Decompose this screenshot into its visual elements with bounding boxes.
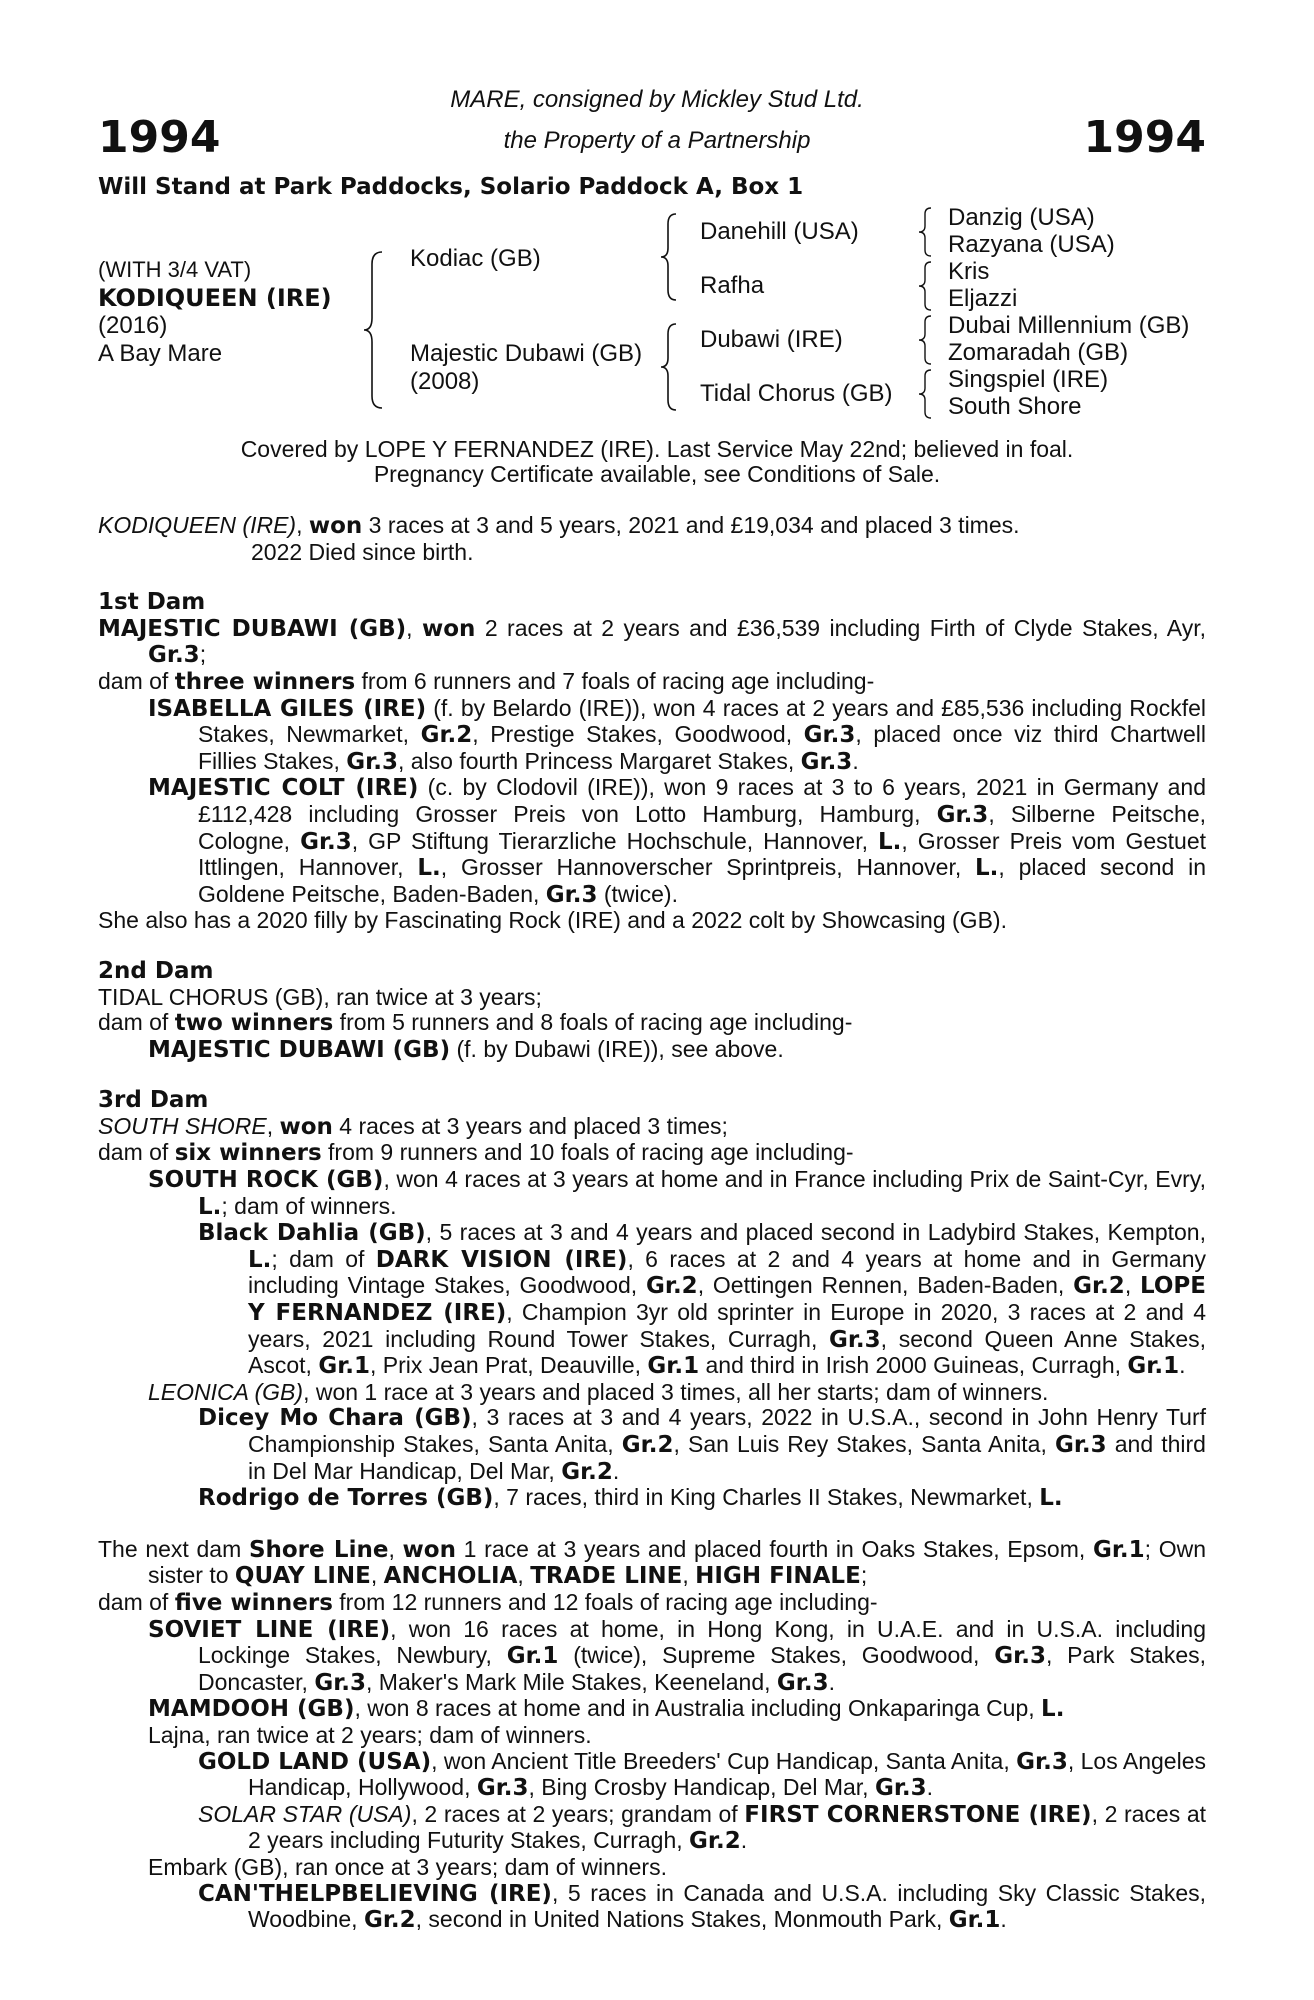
record-horse-name: KODIQUEEN (IRE) <box>98 512 297 538</box>
race-record: KODIQUEEN (IRE), won 3 races at 3 and 5 years, 2021 and £19,034 and placed 3 times. <box>98 512 1020 539</box>
dam2-produce-summary <box>98 1010 1206 1037</box>
grade-badge: Gr.2 <box>621 1432 674 1458</box>
t: , <box>370 1562 384 1589</box>
ancestor-7: Singspiel (IRE) <box>948 366 1109 393</box>
t: , <box>388 1535 403 1562</box>
dam1-record: MAJESTIC DUBAWI (GB), won 2 races at 2 years and £36,539 including Firth of Clyde Stakes, Ayr, Gr.3; <box>98 614 1207 669</box>
t: ; dam of winners. <box>221 1192 397 1219</box>
dam-sire: Dubawi (IRE) <box>700 326 843 353</box>
grade-badge: Gr.2 <box>420 722 473 749</box>
grade-badge: Gr.3 <box>476 1775 529 1802</box>
t: , Oettingen Rennen, Baden-Baden, <box>697 1272 1074 1299</box>
t: and third in Del Mar Handicap, Del Mar, <box>248 1431 1206 1484</box>
damof-rest: from 6 runners and 7 foals of racing age including- <box>355 667 875 694</box>
listed-badge: L. <box>248 1246 272 1273</box>
ancestor-8: South Shore <box>948 393 1082 420</box>
t: , 3 races at 3 and 4 years, 2022 in U.S.A., second in John Henry Turf Championship Stakes, Santa Anita, <box>248 1404 1207 1457</box>
next-dam-name: Shore Line <box>248 1536 389 1563</box>
t: , <box>682 1562 696 1589</box>
pedigree-brace-g4 <box>916 368 936 420</box>
grade-badge: Gr.3 <box>803 722 856 749</box>
t: , Grosser Hannoverscher Sprintpreis, Hannover, <box>440 854 976 881</box>
property-line: the Property of a Partnership <box>503 127 811 154</box>
dam3-produce-rodrigo-de-torres <box>98 1485 1206 1512</box>
t: (twice), Supreme Stakes, Goodwood, <box>558 1642 995 1669</box>
t: , won 4 races at 3 years at home and in France including Prix de Saint-Cyr, Evry, <box>383 1166 1206 1193</box>
dam1-also: She also has a 2020 filly by Fascinating Rock (IRE) and a 2022 colt by Showcasing (GB). <box>98 907 1007 934</box>
listed-badge: L. <box>1039 1485 1063 1512</box>
sire-sire: Danehill (USA) <box>700 218 859 245</box>
t: The next dam <box>98 1535 249 1562</box>
grade-badge: Gr.2 <box>646 1273 698 1300</box>
dam3-won: won <box>279 1113 333 1140</box>
ancestor-6: Zomaradah (GB) <box>948 339 1129 366</box>
t: 4 races at 3 years and placed 3 times; <box>332 1112 728 1139</box>
horse-identity <box>98 256 332 368</box>
grade-badge: Gr.1 <box>318 1353 370 1380</box>
damof-label: dam of <box>98 667 175 694</box>
grade-badge: Gr.3 <box>874 1775 927 1802</box>
consignor-line: MARE, consigned by Mickley Stud Ltd. <box>450 86 864 113</box>
t: , 2 races at 2 years including Futurity Stakes, Curragh, <box>248 1800 1207 1854</box>
produce-name: LEONICA (GB) <box>148 1378 304 1405</box>
sibling-name: TRADE LINE <box>530 1563 683 1590</box>
ancestor-4: Eljazzi <box>948 285 1018 312</box>
dam3-produce-dicey-mo-chara <box>98 1405 1206 1485</box>
ancestor-3: Kris <box>948 258 990 285</box>
t: , won 1 race at 3 years and placed 3 times, all her starts; dam of winners. <box>303 1378 1049 1405</box>
dam3-name: SOUTH SHORE <box>98 1112 267 1139</box>
produce-name: SOVIET LINE (IRE) <box>148 1616 391 1643</box>
next-winners: five winners <box>174 1589 333 1616</box>
grade-badge: Gr.2 <box>561 1458 613 1485</box>
produce-name: LOPE Y FERNANDEZ (IRE) <box>248 1273 1206 1327</box>
damof-label: dam of <box>98 1139 175 1166</box>
catalogue-body <box>98 513 1206 1934</box>
dam: Majestic Dubawi (GB) <box>410 340 643 367</box>
horse-description: A Bay Mare <box>98 340 223 367</box>
grade-badge: Gr.3 <box>800 748 853 775</box>
horse-name: KODIQUEEN (IRE) <box>98 284 332 312</box>
pedigree-brace-g2 <box>916 260 936 312</box>
produce-name: MAJESTIC COLT (IRE) <box>148 775 419 802</box>
grade-badge: Gr.3 <box>936 801 989 828</box>
produce-name: DARK VISION (IRE) <box>375 1246 628 1273</box>
t: . <box>740 1827 748 1854</box>
grade-badge: Gr.2 <box>363 1907 416 1934</box>
dam1-heading: 1st Dam <box>98 589 206 616</box>
dam3-produce-black-dahlia <box>98 1220 1206 1380</box>
t: , Los Angeles Handicap, Hollywood, <box>248 1747 1206 1801</box>
t: , won 16 races at home, in Hong Kong, in U.A.E. and in U.S.A. including Lockinge Stakes, Newbury, <box>198 1615 1207 1669</box>
grade-badge: Gr.1 <box>647 1353 700 1380</box>
record-note: 2022 Died since birth. <box>251 538 474 565</box>
next-produce-embark: Embark (GB), ran once at 3 years; dam of winners. <box>148 1853 667 1880</box>
dam2-record: TIDAL CHORUS (GB), ran twice at 3 years; <box>98 983 542 1010</box>
dam1-text: 2 races at 2 years and £36,539 including Firth of Clyde Stakes, Ayr, <box>475 614 1207 641</box>
dam3-produce-south-rock <box>98 1167 1206 1220</box>
t: (c. by Clodovil (IRE)), won 9 races at 3 to 6 years, 2021 in Germany and £112,428 including Grosser Preis von Lotto Hamburg, Hamburg, <box>198 774 1206 827</box>
produce-name: Dicey Mo Chara (GB) <box>198 1405 472 1432</box>
record-won: won <box>308 513 363 539</box>
horse-year: (2016) <box>98 312 168 339</box>
lot-year-left: 1994 <box>98 112 221 163</box>
grade-badge: Gr.1 <box>1092 1536 1145 1563</box>
t: , Bing Crosby Handicap, Del Mar, <box>528 1774 875 1801</box>
next-dam-record <box>98 1537 1206 1590</box>
produce-name: MAJESTIC DUBAWI (GB) <box>148 1036 451 1063</box>
grade-badge: Gr.3 <box>545 881 598 908</box>
next-produce-soviet-line <box>98 1617 1206 1697</box>
sibling-name: HIGH FINALE <box>695 1563 861 1590</box>
dam2-winners: two winners <box>174 1010 334 1037</box>
t: . <box>1000 1906 1007 1933</box>
t: . <box>828 1668 835 1695</box>
produce-name: FIRST CORNERSTONE (IRE) <box>744 1801 1092 1828</box>
grade-badge: Gr.3 <box>828 1326 881 1353</box>
grade-badge: Gr.1 <box>506 1643 559 1670</box>
t: 1 race at 3 years and placed fourth in Oaks Stakes, Epsom, <box>455 1535 1093 1562</box>
pedigree-brace-main <box>360 250 390 410</box>
grade-badge: Gr.3 <box>346 748 398 775</box>
next-produce-solar-star <box>98 1802 1206 1855</box>
dam3-produce-leonica <box>98 1380 1206 1406</box>
t: (twice). <box>597 880 678 907</box>
grade-badge: Gr.3 <box>1016 1748 1068 1775</box>
next-won: won <box>402 1536 456 1563</box>
produce-name: ISABELLA GILES (IRE) <box>148 695 427 722</box>
t: , won Ancient Title Breeders' Cup Handicap, Santa Anita, <box>431 1747 1017 1774</box>
grade-badge: Gr.3 <box>776 1669 829 1696</box>
grade-badge: Gr.1 <box>1127 1353 1180 1380</box>
t: . <box>926 1774 934 1801</box>
t: , 5 races at 3 and 4 years and placed second in Ladybird Stakes, Kempton, <box>425 1219 1206 1246</box>
t: , 5 races in Canada and U.S.A. including Sky Classic Stakes, Woodbine, <box>248 1879 1206 1933</box>
record-text: 3 races at 3 and 5 years, 2021 and £19,034 and placed 3 times. <box>362 512 1020 538</box>
pedigree-brace-dam <box>658 322 682 412</box>
t: , Champion 3yr old sprinter in Europe in 2020, 3 races at 2 and 4 years, 2021 including Round Tower Stakes, Curragh, <box>248 1299 1206 1352</box>
pedigree-brace-g3 <box>916 314 936 366</box>
t: , Prix Jean Prat, Deauville, <box>370 1352 648 1379</box>
grade-badge: Gr.3 <box>994 1643 1046 1670</box>
t: , 6 races at 2 and 4 years at home and in Germany including Vintage Stakes, Goodwood, <box>248 1245 1207 1299</box>
pedigree-brace-g1 <box>916 206 936 258</box>
t: , second in United Nations Stakes, Monmouth Park, <box>415 1906 949 1933</box>
t: , GP Stiftung Tierarzliche Hochschule, Hannover, <box>351 827 878 854</box>
produce-name: MAMDOOH (GB) <box>148 1696 355 1723</box>
damof-label: dam of <box>98 1009 175 1036</box>
produce-name: CAN'THELPBELIEVING (IRE) <box>198 1880 552 1907</box>
pedigree-brace-sire <box>658 212 682 302</box>
ancestor-2: Razyana (USA) <box>948 231 1115 258</box>
dam1-produce-2 <box>98 775 1206 908</box>
grade-badge: Gr.1 <box>948 1907 1001 1934</box>
dam1-produce-summary <box>98 669 1206 696</box>
t: ; <box>860 1562 868 1589</box>
dam2-heading: 2nd Dam <box>98 957 214 984</box>
grade-badge: Gr.2 <box>1073 1273 1125 1300</box>
t: , <box>1124 1272 1141 1299</box>
lot-year-right: 1994 <box>1083 112 1206 163</box>
damof-rest: from 12 runners and 12 foals of racing age including- <box>332 1588 878 1615</box>
damof-rest: from 5 runners and 8 foals of racing age including- <box>333 1009 853 1036</box>
t: ; dam of <box>271 1245 376 1272</box>
dam-dam: Tidal Chorus (GB) <box>700 380 893 407</box>
produce-name: SOLAR STAR (USA) <box>198 1800 412 1827</box>
pregnancy-line: Pregnancy Certificate available, see Conditions of Sale. <box>373 461 941 487</box>
produce-name: SOUTH ROCK (GB) <box>148 1167 384 1194</box>
t: , second Queen Anne Stakes, Ascot, <box>248 1325 1207 1379</box>
dam1-produce-1 <box>98 696 1206 776</box>
sire: Kodiac (GB) <box>410 245 541 272</box>
ancestor-5: Dubai Millennium (GB) <box>948 312 1190 339</box>
t: ; Own sister to <box>148 1535 1207 1589</box>
grade-badge: Gr.3 <box>314 1669 367 1696</box>
produce-name: Rodrigo de Torres (GB) <box>198 1485 494 1512</box>
ancestor-1: Danzig (USA) <box>948 204 1095 231</box>
dam3-winners: six winners <box>174 1140 322 1167</box>
dam1-text-end: ; <box>199 641 207 668</box>
grade-badge: Gr.2 <box>689 1828 741 1855</box>
sibling-name: QUAY LINE <box>234 1563 371 1590</box>
grade-badge: Gr.3 <box>148 642 200 669</box>
t: , Grosser Preis vom Gestuet Ittlingen, Hannover, <box>198 827 1206 881</box>
dam3-record: SOUTH SHORE, won 4 races at 3 years and placed 3 times; <box>98 1112 728 1140</box>
t: , won 8 races at home and in Australia including Onkaparinga Cup, <box>354 1695 1042 1722</box>
dam3-produce-summary <box>98 1140 1206 1167</box>
t: (f. by Dubawi (IRE)), see above. <box>450 1035 784 1062</box>
t: , 7 races, third in King Charles II Stakes, Newmarket, <box>493 1484 1040 1511</box>
next-produce-canthelpbelieving <box>98 1881 1206 1934</box>
t: , Park Stakes, Doncaster, <box>198 1642 1207 1695</box>
listed-badge: L. <box>975 855 999 882</box>
produce-name: GOLD LAND (USA) <box>198 1748 432 1775</box>
t: . <box>852 747 859 774</box>
listed-badge: L. <box>198 1193 222 1220</box>
produce-name: Black Dahlia (GB) <box>198 1220 426 1247</box>
t: , 2 races at 2 years; grandam of <box>411 1800 745 1827</box>
next-produce-gold-land <box>98 1749 1206 1802</box>
dam-year: (2008) <box>410 368 480 395</box>
t: , San Luis Rey Stakes, Santa Anita, <box>673 1431 1055 1457</box>
dam2-produce-1 <box>98 1037 1206 1064</box>
dam1-won: won <box>421 615 476 642</box>
next-produce-summary <box>98 1590 1206 1617</box>
t: , placed once viz third Chartwell Fillies Stakes, <box>198 721 1206 774</box>
dam1-name: MAJESTIC DUBAWI (GB) <box>98 615 407 642</box>
listed-badge: L. <box>1041 1696 1065 1723</box>
sire-dam: Rafha <box>700 272 765 299</box>
listed-badge: L. <box>417 855 441 882</box>
t: , placed second in Goldene Peitsche, Baden-Baden, <box>198 854 1207 907</box>
grade-badge: Gr.3 <box>1054 1432 1107 1458</box>
sibling-name: ANCHOLIA <box>383 1563 518 1590</box>
dam3-heading: 3rd Dam <box>98 1087 209 1114</box>
next-produce-mamdooh <box>98 1696 1206 1723</box>
t: . <box>1179 1352 1186 1379</box>
t: , also fourth Princess Margaret Stakes, <box>397 747 801 774</box>
grade-badge: Gr.3 <box>300 828 352 855</box>
dam1-winners: three winners <box>174 668 356 695</box>
vat-note: (WITH 3/4 VAT) <box>98 257 252 282</box>
covered-line: Covered by LOPE Y FERNANDEZ (IRE). Last Service May 22nd; believed in foal. <box>240 436 1074 462</box>
t: , Silberne Peitsche, Cologne, <box>198 800 1206 854</box>
t: , Maker's Mark Mile Stakes, Keeneland, <box>366 1668 777 1695</box>
damof-label: dam of <box>98 1588 175 1615</box>
t: , Prestige Stakes, Goodwood, <box>472 721 804 748</box>
t: and third in Irish 2000 Guineas, Curragh, <box>699 1352 1128 1379</box>
damof-rest: from 9 runners and 10 foals of racing age including- <box>321 1139 854 1166</box>
t: , <box>517 1562 531 1589</box>
t: . <box>612 1457 620 1484</box>
next-produce-lajna: Lajna, ran twice at 2 years; dam of winners. <box>148 1721 592 1748</box>
t: (f. by Belardo (IRE)), won 4 races at 2 years and £85,536 including Rockfel Stakes, Newmarket, <box>198 694 1206 748</box>
stand-location: Will Stand at Park Paddocks, Solario Paddock A, Box 1 <box>98 174 804 200</box>
listed-badge: L. <box>878 828 902 855</box>
